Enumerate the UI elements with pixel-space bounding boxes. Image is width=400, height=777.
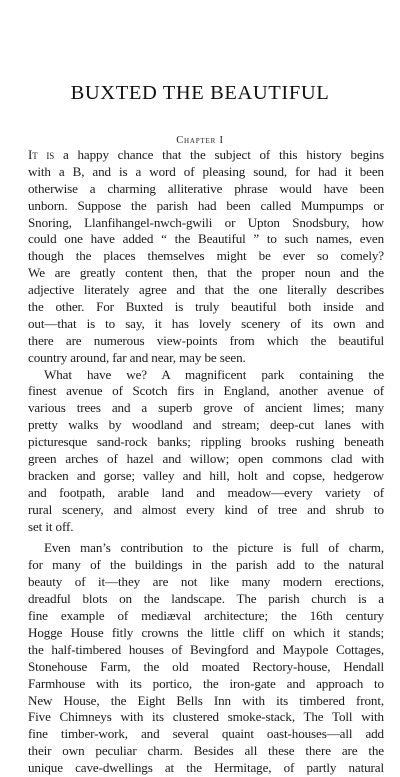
body-line: the half-timbered houses of Bevingford and Maypole Cottages, (28, 641, 384, 657)
book-title: BUXTED THE BEAUTIFUL (70, 82, 330, 104)
body-line: bracken and gorse; valley and hill, holt and copse, hedgerow (28, 467, 384, 483)
body-line: otherwise a charming alliterative phrase would have been (28, 180, 384, 196)
body-line: Even man’s contribution to the picture is full of charm, (44, 540, 384, 556)
body-line: unique cave-dwellings at the Hermitage, of partly natural (28, 760, 384, 776)
body-line: their own peculiar charm. Besides all these there are the (28, 743, 384, 759)
chapter-heading: Chapter I (176, 135, 224, 146)
body-line: there are numerous view-points from which the beautiful (28, 332, 384, 348)
body-line: set it off. (28, 518, 74, 534)
body-line: rural scenery, and almost every kind of tree and shrub to (28, 501, 384, 517)
body-line: Snoring, Llanfihangel-nwch-gwili or Upton Snodsbury, how (28, 214, 384, 230)
body-line: beauty of it—they are not like many modern erections, (28, 574, 384, 590)
body-line: unborn. Suppose the parish had been called Mumpumps or (28, 197, 384, 213)
body-line: for many of the buildings in the parish add to the natural (28, 557, 384, 573)
body-line: country around, far and near, may be seen. (28, 349, 246, 365)
body-line: and footpath, arable land and meadow—every variety of (28, 484, 384, 500)
body-line: Farmhouse with its portico, the iron-gate and approach to (28, 675, 384, 691)
body-line: out—that is to say, it has lovely scenery of its own and (28, 315, 384, 331)
body-line: fine timber-work, and several quaint oast-houses—all add (28, 726, 384, 742)
body-line: What have we? A magnificent park containing the (44, 366, 384, 382)
body-line: though the places themselves might be ever so comely? (28, 248, 384, 264)
body-line: the other. For Buxted is truly beautiful both inside and (28, 299, 384, 315)
body-line: dreadful blots on the landscape. The parish church is a (28, 591, 384, 607)
body-line: green arches of hazel and willow; open commons clad with (28, 451, 384, 467)
body-line: Five Chimneys with its clustered smoke-stack, The Toll with (28, 709, 384, 725)
body-line: fine example of mediæval architecture; the 16th century (28, 608, 384, 624)
body-line: adjective literately agree and that the one literally describes (28, 282, 384, 298)
body-line: We are greatly content then, that the proper noun and the (28, 265, 384, 281)
chapter-body (28, 147, 384, 777)
body-line: pretty walks by woodland and stream; deep-cut lanes with (28, 417, 384, 433)
body-line: with a B, and is a word of pleasing sound, for had it been (28, 163, 384, 179)
body-line: New House, the Eight Bells Inn with its timbered front, (28, 692, 384, 708)
body-line: It is a happy chance that the subject of this history begins (28, 147, 384, 162)
body-line: could one have added “ the Beautiful ” to such names, even (28, 231, 384, 247)
body-line: Stonehouse Farm, the old moated Rectory-house, Hendall (28, 658, 384, 674)
body-line: various trees and a superb grove of ancient limes; many (28, 400, 384, 416)
body-line: Hogge House fitly crowns the little cliff on which it stands; (28, 624, 384, 640)
body-line: picturesque sand-rock banks; rippling brooks rushing beneath (28, 434, 384, 450)
body-line: finest avenue of Scotch firs in England, another avenue of (28, 383, 384, 399)
